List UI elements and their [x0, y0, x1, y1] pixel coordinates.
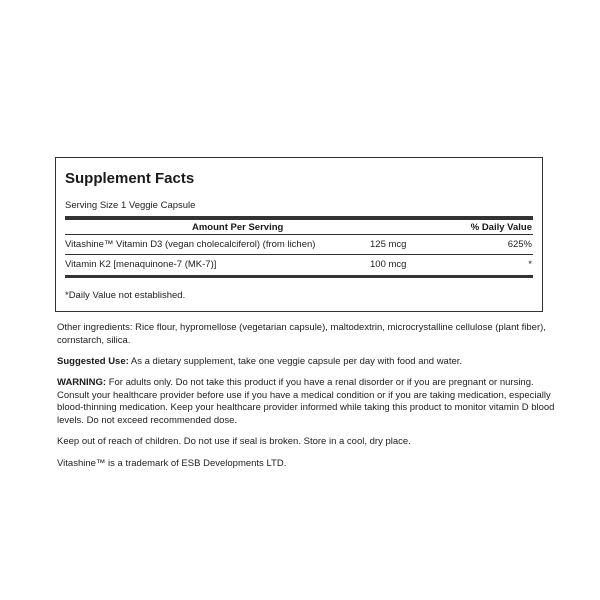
suggested-use-label: Suggested Use: — [57, 356, 129, 367]
header-divider — [65, 234, 533, 235]
row-divider — [65, 254, 533, 255]
amount-per-serving-header: Amount Per Serving — [192, 222, 284, 233]
nutrient-name: Vitamin K2 [menaquinone-7 (MK-7)] — [65, 259, 217, 270]
daily-value-header: % Daily Value — [470, 222, 532, 233]
warning — [57, 377, 557, 427]
nutrient-daily-value: * — [528, 259, 532, 270]
trademark-notice: Vitashine™ is a trademark of ESB Developments LTD. — [57, 458, 287, 469]
supplement-facts-panel — [55, 157, 543, 312]
warning-text: For adults only. Do not take this product if you have a renal disorder or if you are pregnant or nursing. Consult your healthcare provider before use if you have a medical condition or if you are taking medication, especially blood-thinning medication. Keep your healthcare provider informed while taking this product to monitor vitamin D blood levels. Do not exceed recommended dose. — [57, 377, 555, 426]
supplement-facts-title: Supplement Facts — [65, 170, 195, 187]
suggested-use-text: As a dietary supplement, take one veggie capsule per day with food and water. — [128, 356, 463, 367]
serving-size: Serving Size 1 Veggie Capsule — [65, 200, 196, 211]
nutrient-daily-value: 625% — [507, 239, 532, 250]
nutrient-amount: 125 mcg — [370, 239, 407, 250]
suggested-use — [57, 356, 557, 369]
storage-instructions: Keep out of reach of children. Do not use if seal is broken. Store in a cool, dry place. — [57, 436, 411, 447]
thick-divider — [65, 216, 533, 220]
nutrient-name: Vitashine™ Vitamin D3 (vegan cholecalciferol) (from lichen) — [65, 239, 316, 250]
other-ingredients: Other ingredients: Rice flour, hypromellose (vegetarian capsule), maltodextrin, microcrystalline cellulose (plant fiber), cornstarch, silica. — [57, 322, 546, 346]
bottom-thick-divider — [65, 275, 533, 278]
warning-label: WARNING: — [57, 377, 107, 388]
nutrient-amount: 100 mcg — [370, 259, 407, 270]
daily-value-footnote: *Daily Value not established. — [65, 290, 186, 301]
